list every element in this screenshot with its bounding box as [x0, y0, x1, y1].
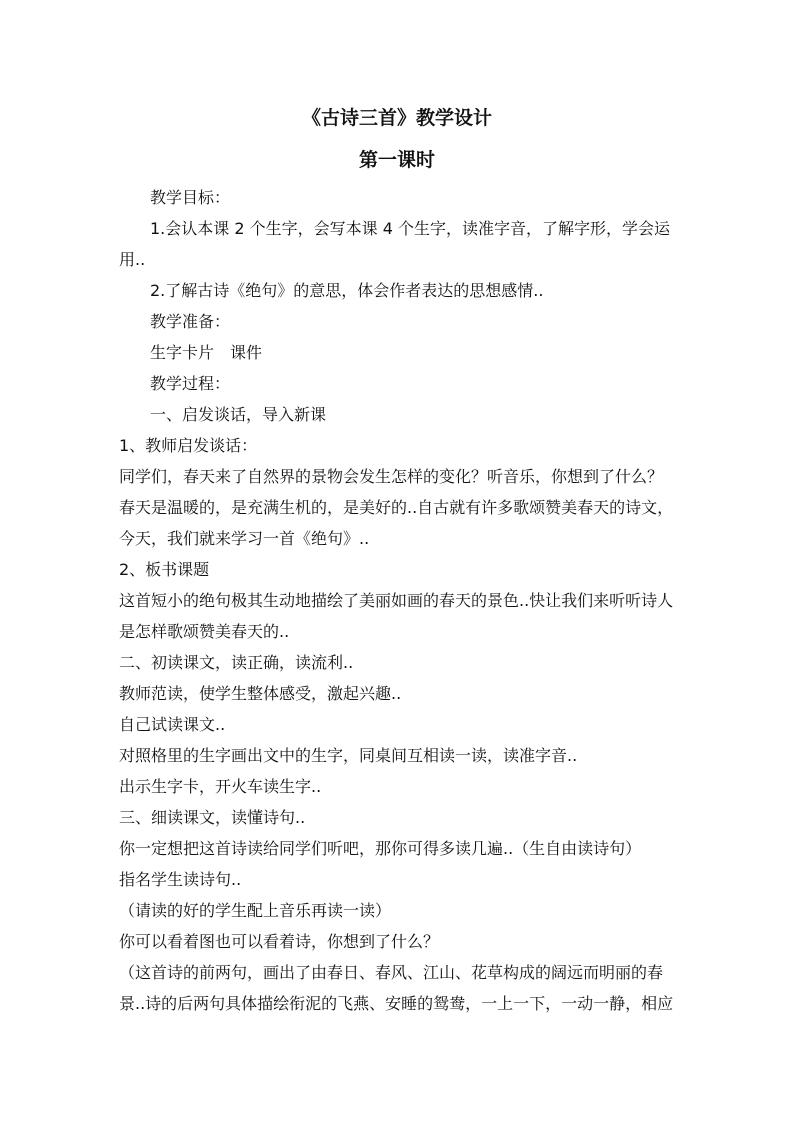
text-line: 2、板书课题: [119, 560, 210, 579]
text-line: 对照格里的生字画出文中的生字，同桌间互相读一读，读准字音..: [119, 746, 578, 765]
text-line: 一、启发谈话，导入新课: [150, 405, 327, 424]
text-line: 今天，我们就来学习一首《绝句》..: [119, 529, 370, 548]
text-line: 春天是温暖的，是充满生机的，是美好的..自古就有许多歌颂赞美春天的诗文，: [119, 498, 674, 517]
text-line: 用..: [119, 250, 146, 269]
text-line: （请读的好的学生配上音乐再读一读）: [119, 901, 392, 920]
text-line: 教学过程：: [150, 374, 231, 393]
text-line: 2.了解古诗《绝句》的意思，体会作者表达的思想感情..: [150, 281, 544, 300]
document-body: [119, 182, 679, 1019]
text-line: 景..诗的后两句具体描绘衔泥的飞燕、安睡的鸳鸯，一上一下，一动一静，相应: [119, 994, 674, 1013]
text-line: 教师范读，使学生整体感受，激起兴趣..: [119, 684, 402, 703]
document-title: 《古诗三首》教学设计: [301, 107, 492, 129]
text-line: 你可以看着图也可以看着诗，你想到了什么？: [119, 932, 440, 951]
lesson-subtitle: 第一课时: [358, 149, 435, 171]
text-line: 生字卡片 课件: [150, 343, 263, 362]
text-line: 同学们，春天来了自然界的景物会发生怎样的变化？听音乐，你想到了什么？: [119, 467, 664, 486]
text-line: 1.会认本课 2 个生字，会写本课 4 个生字，读准字音，了解字形，学会运: [150, 219, 670, 238]
text-line: 1、教师启发谈话：: [119, 436, 258, 455]
text-line: 二、初读课文，读正确，读流利..: [119, 653, 354, 672]
text-line: （这首诗的前两句，画出了由春日、春风、江山、花草构成的阔远而明丽的春: [119, 963, 664, 982]
text-line: 你一定想把这首诗读给同学们听吧，那你可得多读几遍..（生自由读诗句）: [119, 839, 642, 858]
text-line: 这首短小的绝句极其生动地描绘了美丽如画的春天的景色..快让我们来听听诗人: [119, 591, 674, 610]
text-line: 是怎样歌颂赞美春天的..: [119, 622, 290, 641]
text-line: 出示生字卡，开火车读生字..: [119, 777, 322, 796]
text-line: 三、细读课文，读懂诗句..: [119, 808, 306, 827]
text-line: 自己试读课文..: [119, 715, 226, 734]
text-line: 指名学生读诗句..: [119, 870, 242, 889]
text-line: 教学目标：: [150, 188, 231, 207]
text-line: 教学准备：: [150, 312, 231, 331]
